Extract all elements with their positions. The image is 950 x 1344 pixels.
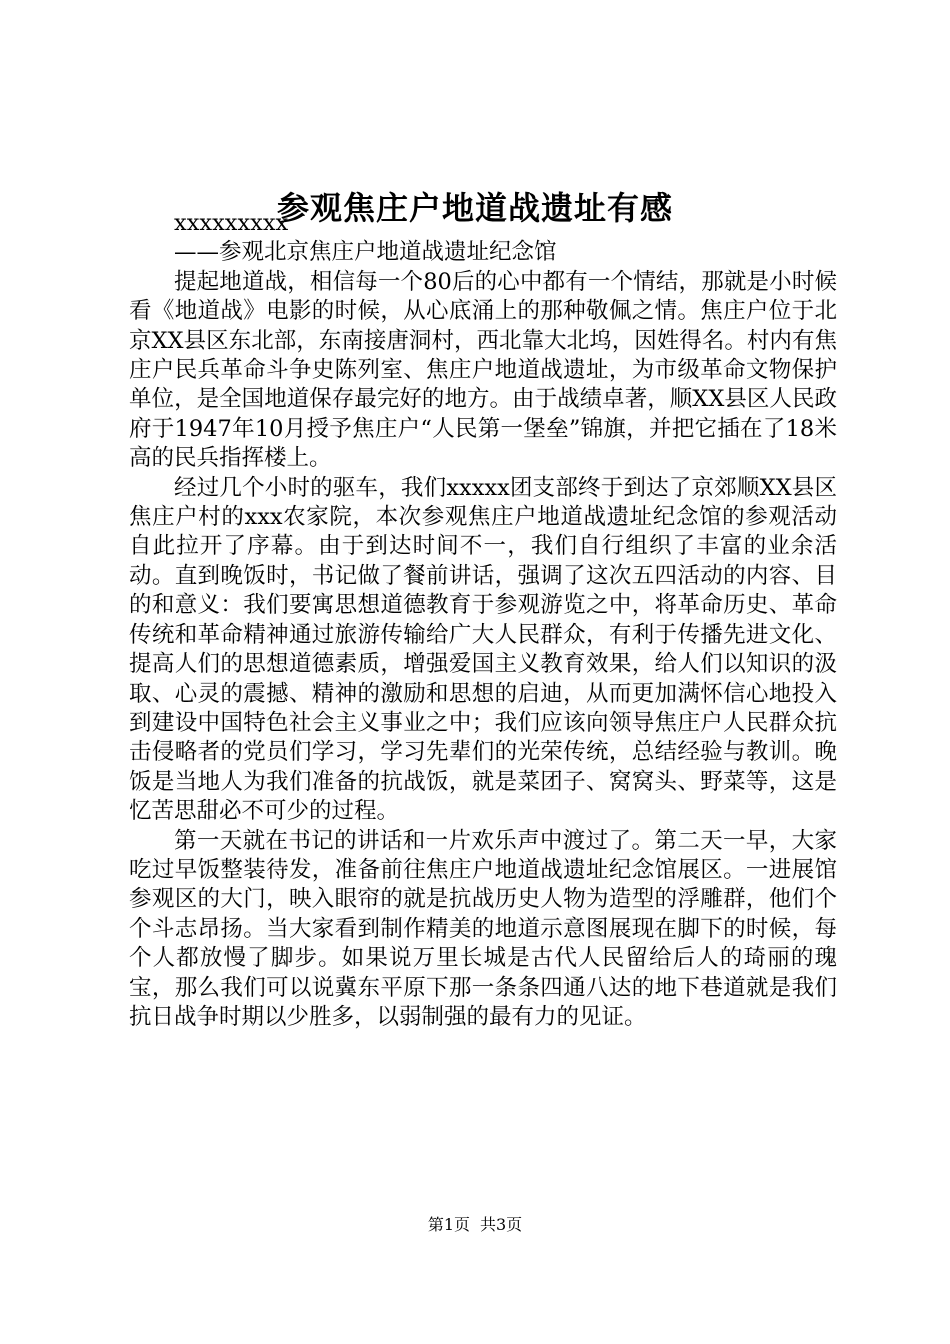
body-paragraph-3: 第一天就在书记的讲话和一片欢乐声中渡过了。第二天一早，大家吃过早饭整装待发，准备前往焦庄户地道战遗址纪念馆展区。一进展馆参观区的大门，映入眼帘的就是抗战历史人物为造型的浮雕群，他们个个斗志昂扬。当大家看到制作精美的地道示意图展现在脚下的时候，每个人都放慢了脚步。如果说万里长城是古代人民留给后人的琦丽的瑰宝，那么我们可以说冀东平原下那一条条四通八达的地下巷道就是我们抗日战争时期以少胜多，以弱制强的最有力的见证。 (129, 827, 837, 1030)
subtitle-line: ——参观北京焦庄户地道战遗址纪念馆 (174, 239, 557, 266)
body-paragraph-2: 经过几个小时的驱车，我们xxxxx团支部终于到达了京郊顺XX县区焦庄户村的xxx农家院，本次参观焦庄户地道战遗址纪念馆的参观活动自此拉开了序幕。由于到达时间不一，我们自行组织了丰富的业余活动。直到晚饭时，书记做了餐前讲话，强调了这次五四活动的内容、目的和意义：我们要寓思想道德教育于参观游览之中，将革命历史、革命传统和革命精神通过旅游传输给广大人民群众，有利于传播先进文化、提高人们的思想道德素质，增强爱国主义教育效果，给人们以知识的汲取、心灵的震撼、精神的激励和思想的启迪，从而更加满怀信心地投入到建设中国特色社会主义事业之中；我们应该向领导焦庄户人民群众抗击侵略者的党员们学习，学习先辈们的光荣传统，总结经验与教训。晚饭是当地人为我们准备的抗战饭，就是菜团子、窝窝头、野菜等，这是忆苦思甜必不可少的过程。 (129, 474, 837, 825)
document-title: 参观焦庄户地道战遗址有感 (276, 189, 673, 227)
body-paragraph-1: 提起地道战，相信每一个80后的心中都有一个情结，那就是小时候看《地道战》电影的时候，从心底涌上的那种敬佩之情。焦庄户位于北京XX县区东北部，东南接唐洞村，西北靠大北坞，因姓得名。村内有焦庄户民兵革命斗争史陈列室、焦庄户地道战遗址，为市级革命文物保护单位，是全国地道保存最完好的地方。由于战绩卓著，顺XX县区人民政府于1947年10月授予焦庄户“人民第一堡垒”锦旗，并把它插在了18米高的民兵指挥楼上。 (129, 268, 837, 472)
document-body (129, 209, 837, 1032)
page-total: 共3页 (480, 1215, 523, 1234)
author-line: xxxxxxxxx (174, 210, 289, 236)
page-footer (0, 1214, 950, 1236)
page-number: 第1页 (427, 1215, 470, 1234)
